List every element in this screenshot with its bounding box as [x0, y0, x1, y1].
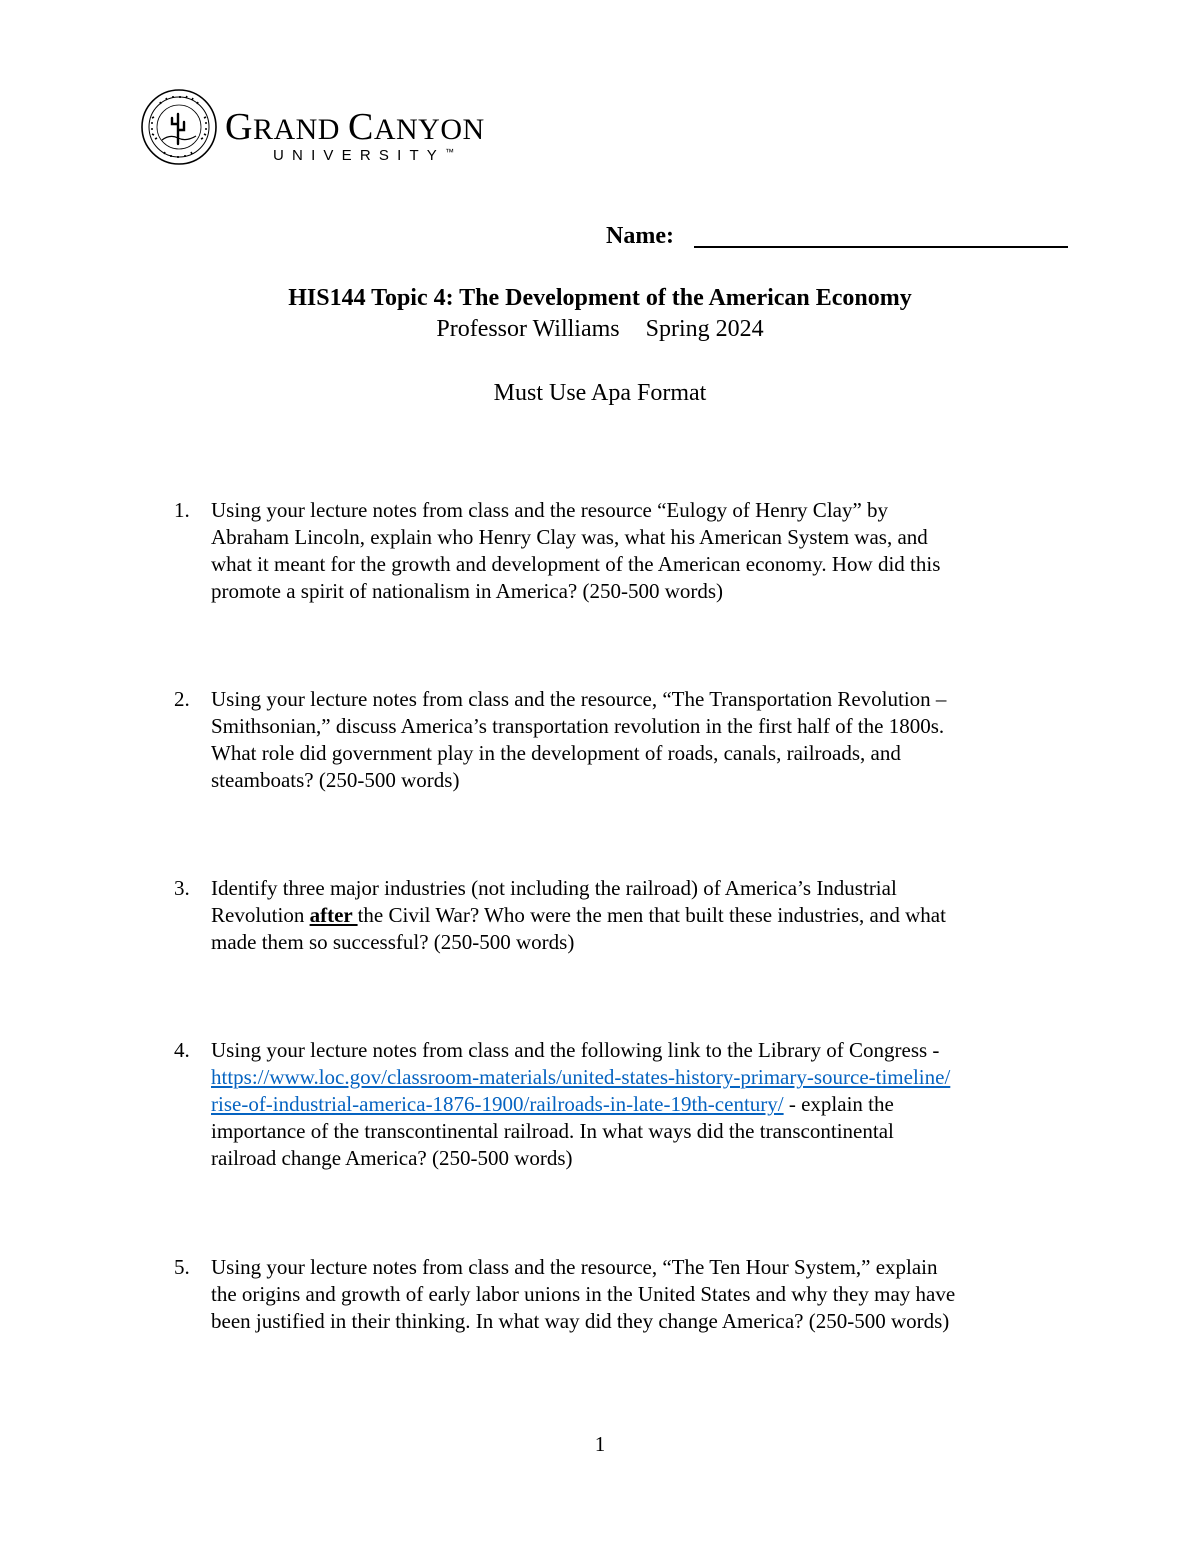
format-note: Must Use Apa Format: [493, 380, 707, 406]
question-text: [211, 497, 1071, 605]
question-line: Abraham Lincoln, explain who Henry Clay was, what his American System was, and: [211, 525, 928, 549]
question-line: Using your lecture notes from class and the resource, “The Transportation Revolution –: [211, 687, 947, 711]
name-label: Name:: [606, 223, 674, 249]
logo-wordmark-bottom: UNIVERSITY™: [273, 147, 455, 164]
university-seal-icon: [140, 88, 218, 166]
name-blank-line: [694, 246, 1068, 248]
question-line: promote a spirit of nationalism in America? (250-500 words): [211, 579, 724, 603]
professor-name: Professor Williams: [436, 316, 620, 342]
question-line: what it meant for the growth and development of the American economy. How did this: [211, 552, 941, 576]
question-text-segment: the Civil War? Who were the men that built these industries, and what: [357, 903, 946, 927]
question-number: 1.: [174, 498, 190, 522]
question-line: importance of the transcontinental railroad. In what ways did the transcontinental: [211, 1119, 894, 1143]
question-line: Smithsonian,” discuss America’s transportation revolution in the first half of the 1800s.: [211, 714, 945, 738]
library-of-congress-link-continued[interactable]: rise-of-industrial-america-1876-1900/railroads-in-late-19th-century/: [211, 1092, 784, 1116]
document-title: HIS144 Topic 4: The Development of the American Economy: [288, 285, 912, 311]
question-line: Identify three major industries (not including the railroad) of America’s Industrial: [211, 876, 897, 900]
question-text: [211, 1037, 1071, 1172]
question-line: Using your lecture notes from class and the resource “Eulogy of Henry Clay” by: [211, 498, 889, 522]
question-line: What role did government play in the development of roads, canals, railroads, and: [211, 741, 901, 765]
question-number: 5.: [174, 1255, 190, 1279]
question-text-segment: Revolution: [211, 903, 310, 927]
question-line: steamboats? (250-500 words): [211, 768, 460, 792]
question-number: 3.: [174, 876, 190, 900]
question-line: made them so successful? (250-500 words): [211, 930, 575, 954]
professor-term: [0, 315, 1200, 343]
question-number: 2.: [174, 687, 190, 711]
question-line: [211, 1091, 1071, 1118]
question-text: [211, 1254, 1071, 1335]
question-number: 4.: [174, 1038, 190, 1062]
question-text-segment: - explain the: [783, 1092, 894, 1116]
university-logo: [140, 88, 500, 170]
question-line: Using your lecture notes from class and the following link to the Library of Congress -: [211, 1038, 940, 1062]
emphasized-word: after: [309, 903, 358, 927]
question-line: Using your lecture notes from class and the resource, “The Ten Hour System,” explain: [211, 1255, 938, 1279]
logo-wordmark-top: GRAND CANYON: [225, 106, 485, 148]
page-number: 1: [594, 1432, 606, 1456]
question-line: [211, 902, 1071, 929]
library-of-congress-link[interactable]: https://www.loc.gov/classroom-materials/united-states-history-primary-source-timeline/: [211, 1065, 951, 1089]
question-line: been justified in their thinking. In what way did they change America? (250-500 words): [211, 1309, 950, 1333]
question-text: [211, 686, 1071, 794]
question-line: the origins and growth of early labor unions in the United States and why they may have: [211, 1282, 956, 1306]
question-line: railroad change America? (250-500 words): [211, 1146, 573, 1170]
question-text: [211, 875, 1071, 956]
question-line: [211, 1064, 1071, 1091]
term: Spring 2024: [645, 316, 764, 342]
